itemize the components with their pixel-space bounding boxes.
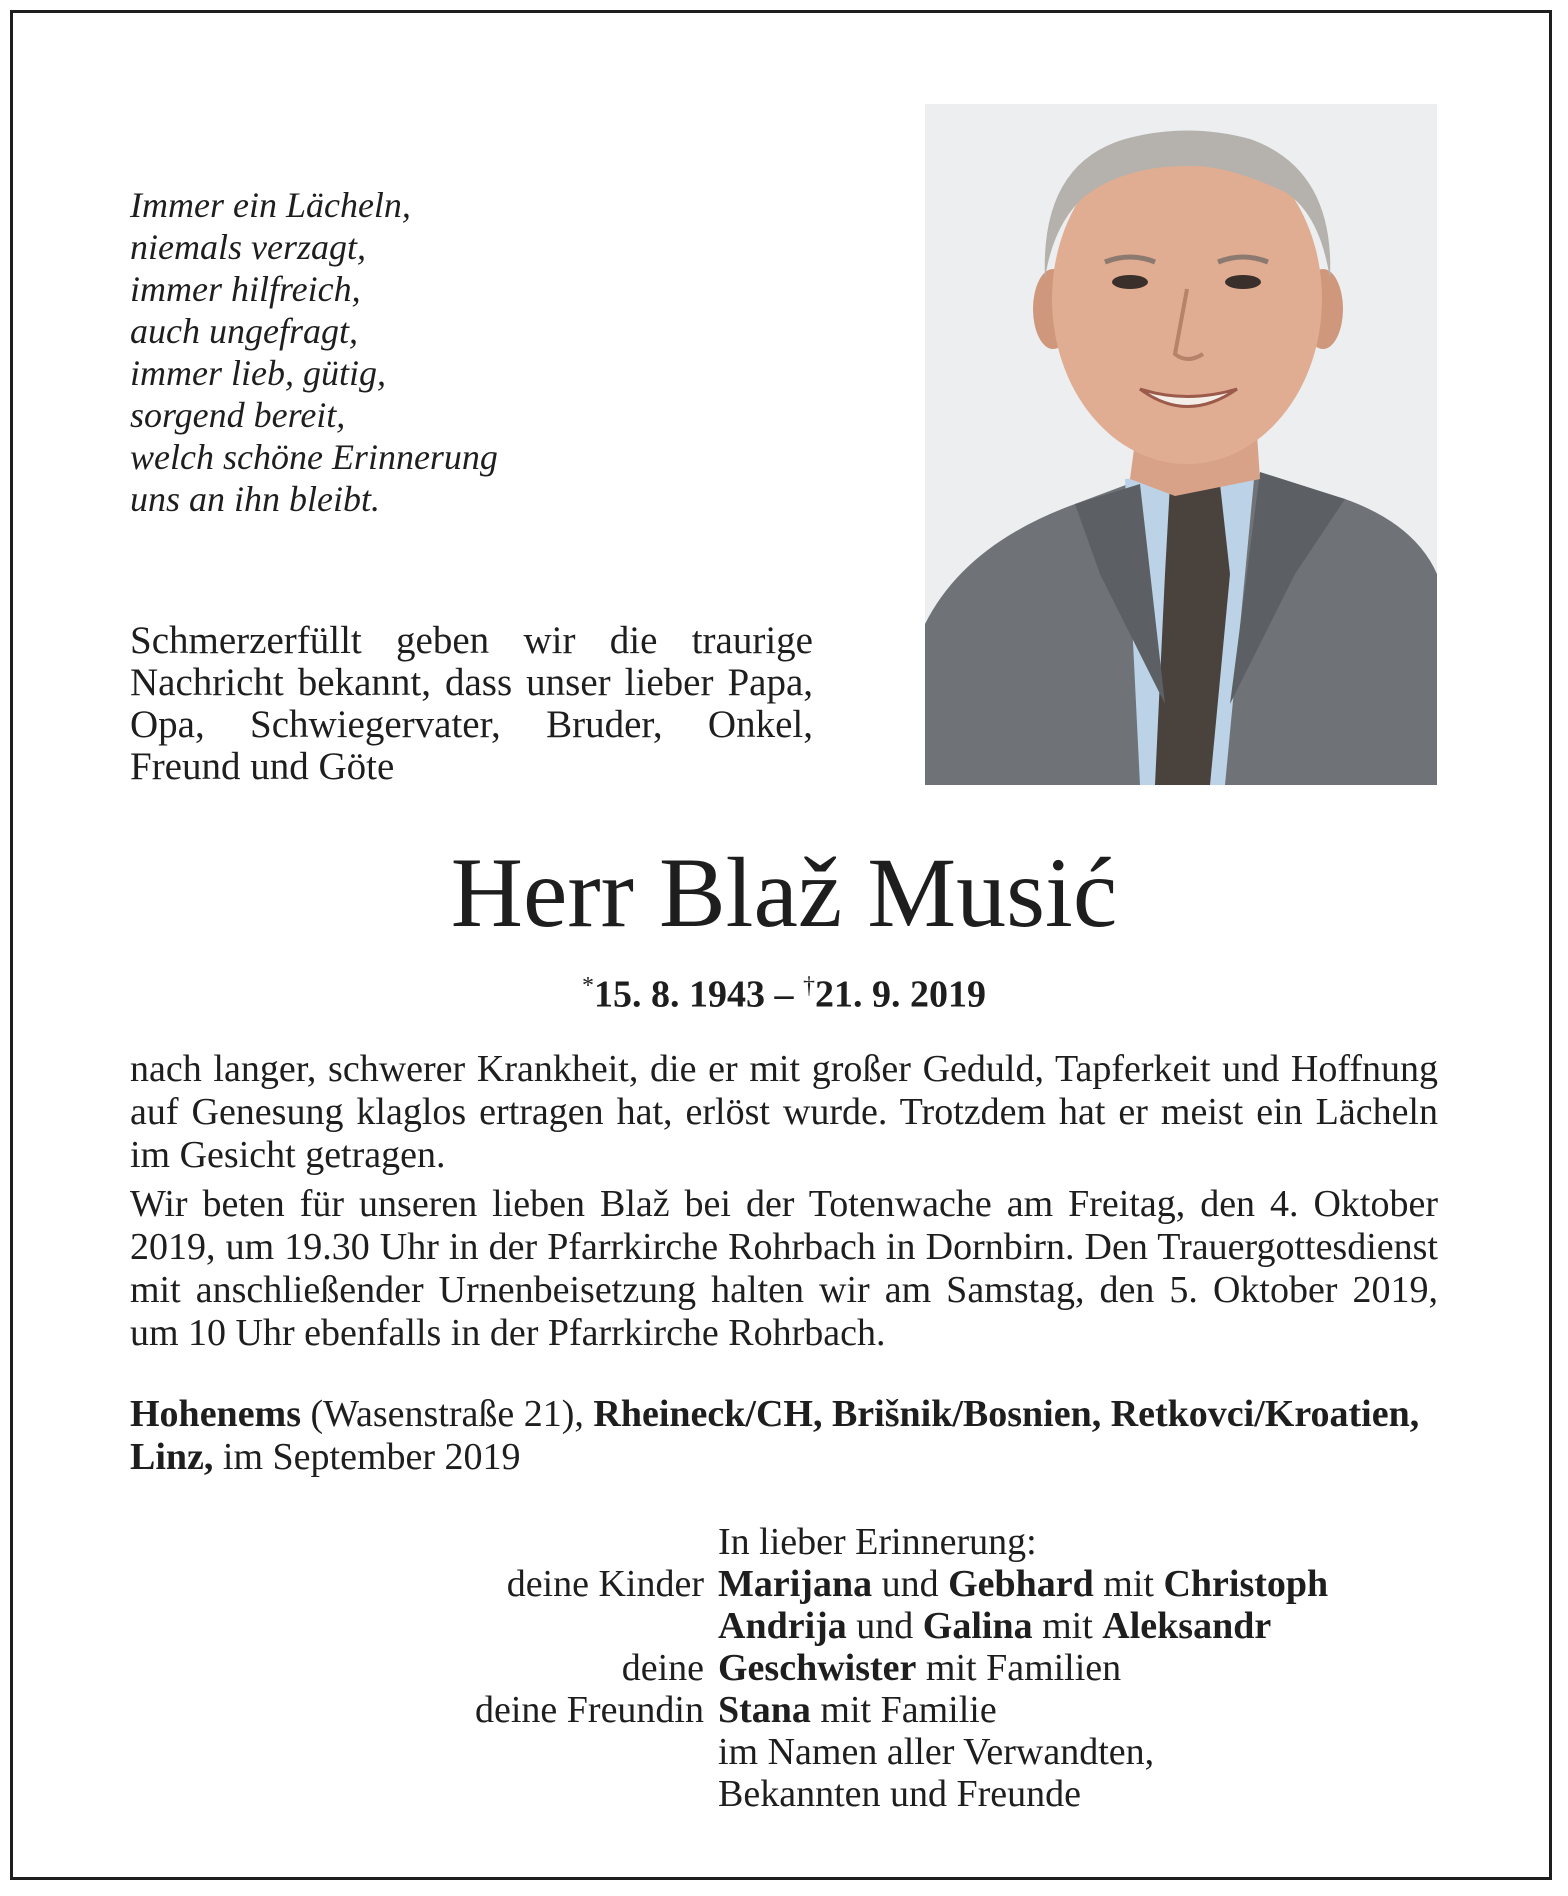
life-dates (0, 963, 1568, 1018)
geschwister-label: deine (621, 1647, 704, 1689)
kinder-label: deine Kinder (506, 1563, 704, 1605)
birth-symbol: * (582, 973, 594, 999)
poem (130, 184, 650, 520)
place-hohenems: Hohenems (130, 1393, 301, 1435)
signature-heading: In lieber Erinnerung: (718, 1521, 1037, 1563)
body-paragraph: nach langer, schwerer Krankheit, die er mit großer Geduld, Tapferkeit und Hoffnung auf Genesung klaglos ertragen hat, erlöst wurde. Trotzdem hat er meist ein Lächeln im Gesicht getragen. (130, 1048, 1438, 1176)
closing-line-1: im Namen aller Verwandten, (718, 1731, 1155, 1773)
freundin-label: deine Freundin (474, 1689, 704, 1731)
signature-block (0, 1521, 1568, 1815)
body-paragraph: Wir beten für unseren lieben Blaž bei der Totenwache am Freitag, den 4. Oktober 2019, um 19.30 Uhr in der Pfarrkirche Rohrbach in Dornbirn. Den Trauergottesdienst mit anschließender Urnenbeisetzung halten wir am Samstag, den 5. Oktober 2019, um 10 Uhr ebenfalls in der Pfarrkirche Rohrbach. (130, 1183, 1438, 1354)
poem-line: immer lieb, gütig, (130, 353, 386, 393)
announcement-body (130, 1048, 1438, 1361)
places-line (130, 1393, 1438, 1479)
poem-line: uns an ihn bleibt. (130, 479, 380, 519)
date-separator: – (765, 973, 803, 1016)
kinder-line-2: Andrija und Galina mit Aleksandr (718, 1605, 1272, 1647)
deceased-name: Herr Blaž Musić (450, 837, 1118, 948)
poem-line: niemals verzagt, (130, 227, 366, 267)
closing-line-2: Bekannten und Freunde (718, 1773, 1082, 1815)
poem-line: sorgend bereit, (130, 395, 346, 435)
poem-line: immer hilfreich, (130, 269, 361, 309)
portrait-photo (925, 104, 1437, 785)
birth-date: 15. 8. 1943 (594, 973, 765, 1016)
place-address: (Wasenstraße 21), (301, 1393, 594, 1435)
poem-line: auch ungefragt, (130, 311, 358, 351)
freundin-line: Stana mit Familie (718, 1689, 997, 1731)
portrait-illustration (925, 104, 1437, 785)
kinder-line-1: Marijana und Gebhard mit Christoph (718, 1563, 1329, 1605)
death-date: 21. 9. 2019 (815, 973, 986, 1016)
geschwister-line: Geschwister mit Familien (718, 1647, 1122, 1689)
death-symbol: † (803, 973, 815, 999)
place-date: im September 2019 (213, 1436, 521, 1478)
poem-line: Immer ein Lächeln, (130, 185, 411, 225)
intro-paragraph: Schmerzerfüllt geben wir die traurige Nachricht bekannt, dass unser lieber Papa, Opa, Schwiegervater, Bruder, Onkel, Freund und Göte (130, 619, 813, 788)
other-places: Rheineck/CH, Brišnik/Bosnien, Retkovci/Kroatien, Linz, (130, 1393, 1420, 1478)
poem-line: welch schöne Erinnerung (130, 437, 498, 477)
